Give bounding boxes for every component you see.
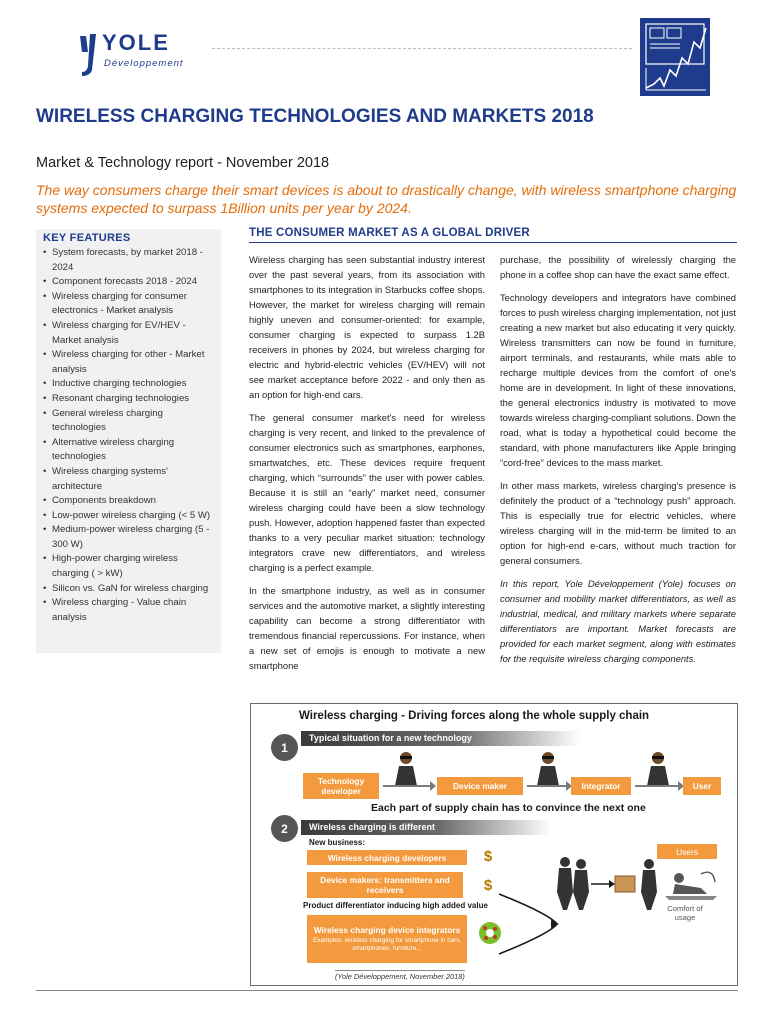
- key-feature-item: • Wireless charging for EV/HEV - Market analysis: [43, 319, 215, 348]
- step-1-badge: 1: [271, 734, 298, 761]
- chain-box-user: [683, 777, 721, 795]
- key-feature-item: • Inductive charging technologies: [43, 377, 215, 392]
- report-subtitle: Market & Technology report - November 2018: [36, 155, 330, 171]
- logo-mark-icon: [76, 30, 102, 78]
- step-1-caption: Each part of supply chain has to convince the next one: [371, 802, 646, 814]
- body-paragraph: In other mass markets, wireless charging's presence is definitely the product of a “technology push” approach. This is especially true for electric vehicles, where wireless charging will in the mid-term be limited to an option for high-end e-cars, without much traction for general consumers.: [500, 480, 736, 566]
- dollar-icon: $: [483, 877, 493, 894]
- figure-title: Wireless charging - Driving forces along the whole supply chain: [299, 710, 650, 722]
- step-2-banner: Wireless charging is different: [301, 820, 551, 835]
- chain-arrow: [635, 785, 679, 787]
- integrators-box: [307, 915, 467, 963]
- integrators-example: Examples: wireless charging for smartphone in cars, smartphones, furniture...: [312, 937, 462, 952]
- key-feature-item: • Resonant charging technologies: [43, 392, 215, 407]
- body-paragraph: Technology developers and integrators have combined forces to push wireless charging implementation, not just creating a new market but also educating it very quickly. Wireless transmitters can now be found in furniture, airport terminals, and restaurants, while mats able to recharge multiple devices from the comfort of one's home are in development. In light of these innovations, the general electronics industry is motivated to move towards wireless charging-compliant solutions. Down the road, what is today a hypothetical could become the standard, with phone manufacturers like Apple bringing “cord-free” devices to the mass market.: [500, 292, 736, 468]
- key-feature-item: • Silicon vs. GaN for wireless charging: [43, 582, 215, 597]
- step-1-banner: Typical situation for a new technology: [301, 731, 581, 746]
- differentiator-label: Product differentiator inducing high added value: [303, 901, 488, 910]
- key-features-title: KEY FEATURES: [43, 232, 131, 244]
- couple-with-parcel-icon: [551, 852, 661, 912]
- yole-logo: [76, 28, 206, 80]
- key-feature-item: • Component forecasts 2018 - 2024: [43, 275, 215, 290]
- body-column-right: [500, 252, 736, 674]
- chain-box-label: Device maker: [452, 781, 507, 791]
- footer-divider: [36, 990, 738, 991]
- key-feature-item: • Wireless charging systems' architecture: [43, 465, 215, 494]
- key-feature-item: • General wireless charging technologies: [43, 407, 215, 436]
- key-feature-item: • High-power charging wireless charging ( > kW): [43, 552, 215, 581]
- integrator-person-icon: [641, 750, 675, 788]
- chain-box-label: Technology developer: [317, 776, 365, 796]
- key-feature-item: • Medium-power wireless charging (5 - 300 W): [43, 523, 215, 552]
- chain-arrow: [527, 785, 567, 787]
- converging-curve-icon: [499, 854, 559, 964]
- body-column-left: [249, 252, 485, 681]
- report-title: WIRELESS CHARGING TECHNOLOGIES AND MARKETS 2018: [36, 106, 594, 127]
- figure-source: (Yole Développement, November 2018): [335, 972, 465, 981]
- report-focus-paragraph: In this report, Yole Développement (Yole) focuses on consumer and mobility market differentiators, as well as industrial, medical, and military markets where separate differentiators are important. Market forecasts are provided for each market segment, along with estimates for the requisite wireless charging components.: [500, 578, 736, 664]
- developers-label: Wireless charging developers: [327, 852, 447, 863]
- body-paragraph: purchase, the possibility of wirelessly charging the phone in a coffee shop can have the exact same effect.: [500, 254, 736, 280]
- relaxing-user-icon: [661, 864, 721, 904]
- dollar-icon: $: [483, 848, 493, 865]
- section-heading: THE CONSUMER MARKET AS A GLOBAL DRIVER: [249, 227, 530, 239]
- key-feature-item: • Wireless charging for consumer electronics - Market analysis: [43, 290, 215, 319]
- key-feature-item: • System forecasts, by market 2018 - 2024: [43, 246, 215, 275]
- key-feature-item: • Wireless charging for other - Market analysis: [43, 348, 215, 377]
- comfort-label: Comfort of usage: [667, 904, 703, 922]
- key-feature-item: • Wireless charging - Value chain analysis: [43, 596, 215, 625]
- developer-person-icon: [389, 750, 423, 788]
- header-divider: [212, 48, 632, 49]
- chain-box-device-maker: [437, 777, 523, 795]
- supply-chain-figure: [250, 703, 738, 986]
- body-paragraph: In the smartphone industry, as well as in consumer services and the automotive market, a slightly interesting capability can become a strong differentiator with tremendous financial repercussions. For instance, when a new set of emojis is enough to motivate a new smartphone: [249, 585, 485, 671]
- step-2-badge: 2: [271, 815, 298, 842]
- market-chart-icon: [640, 18, 710, 96]
- key-features-list: [43, 246, 215, 625]
- developers-box: [307, 850, 467, 865]
- chain-box-label: Integrator: [581, 781, 621, 791]
- device-maker-person-icon: [531, 750, 565, 788]
- body-paragraph: The general consumer market's need for wireless charging is very recent, and linked to the prevalence of consumer electronics such as smartphones, earphones, smartwatches, etc. These devices require frequent charging, which “surrounds” the user with power cables. Because it is still an “early” market need, consumer wireless charging could have been a slow technology push. However, adoption happened faster than expected thanks to a very peculiar market situation: technology integrators crave new differentiators, and wireless charging is a perfect example.: [249, 412, 485, 573]
- users-label: Users: [676, 846, 698, 857]
- integrators-label: Wireless charging device integrators: [313, 925, 461, 935]
- chain-box-label: User: [692, 781, 712, 791]
- key-feature-item: • Components breakdown: [43, 494, 215, 509]
- device-makers-box: [307, 872, 463, 898]
- key-feature-item: • Alternative wireless charging technologies: [43, 436, 215, 465]
- body-paragraph: Wireless charging has seen substantial industry interest over the past several years, from its association with smartphones to its integration in Starbucks coffee shops. However, the market for wireless charging will remain highly uneven and consumer-oriented: for example, consumer charging is expected to surpass 1.2B receivers in phones by 2024, but wireless charging for electric and hybrid-electric vehicles (EV/HEV) will not see market acceptance before 2022 - and only then as an option for high-end cars.: [249, 254, 485, 400]
- logo-wordmark: YOLE: [102, 30, 170, 55]
- key-features-panel: [36, 229, 221, 653]
- section-divider: [249, 242, 737, 243]
- chain-arrow: [383, 785, 431, 787]
- new-business-label: New business:: [309, 838, 366, 847]
- device-makers-label: Device makers: transmitters and receivers: [320, 875, 450, 895]
- chain-box-technology-developer: [303, 773, 379, 799]
- report-tagline: The way consumers charge their smart devices is about to drastically change, with wireless smartphone charging systems expected to surpass 1Billion units per year by 2024.: [36, 182, 737, 216]
- logo-tagline: Développement: [104, 58, 184, 69]
- key-feature-item: • Low-power wireless charging (< 5 W): [43, 509, 215, 524]
- users-box: [657, 844, 717, 859]
- chain-box-integrator: [571, 777, 631, 795]
